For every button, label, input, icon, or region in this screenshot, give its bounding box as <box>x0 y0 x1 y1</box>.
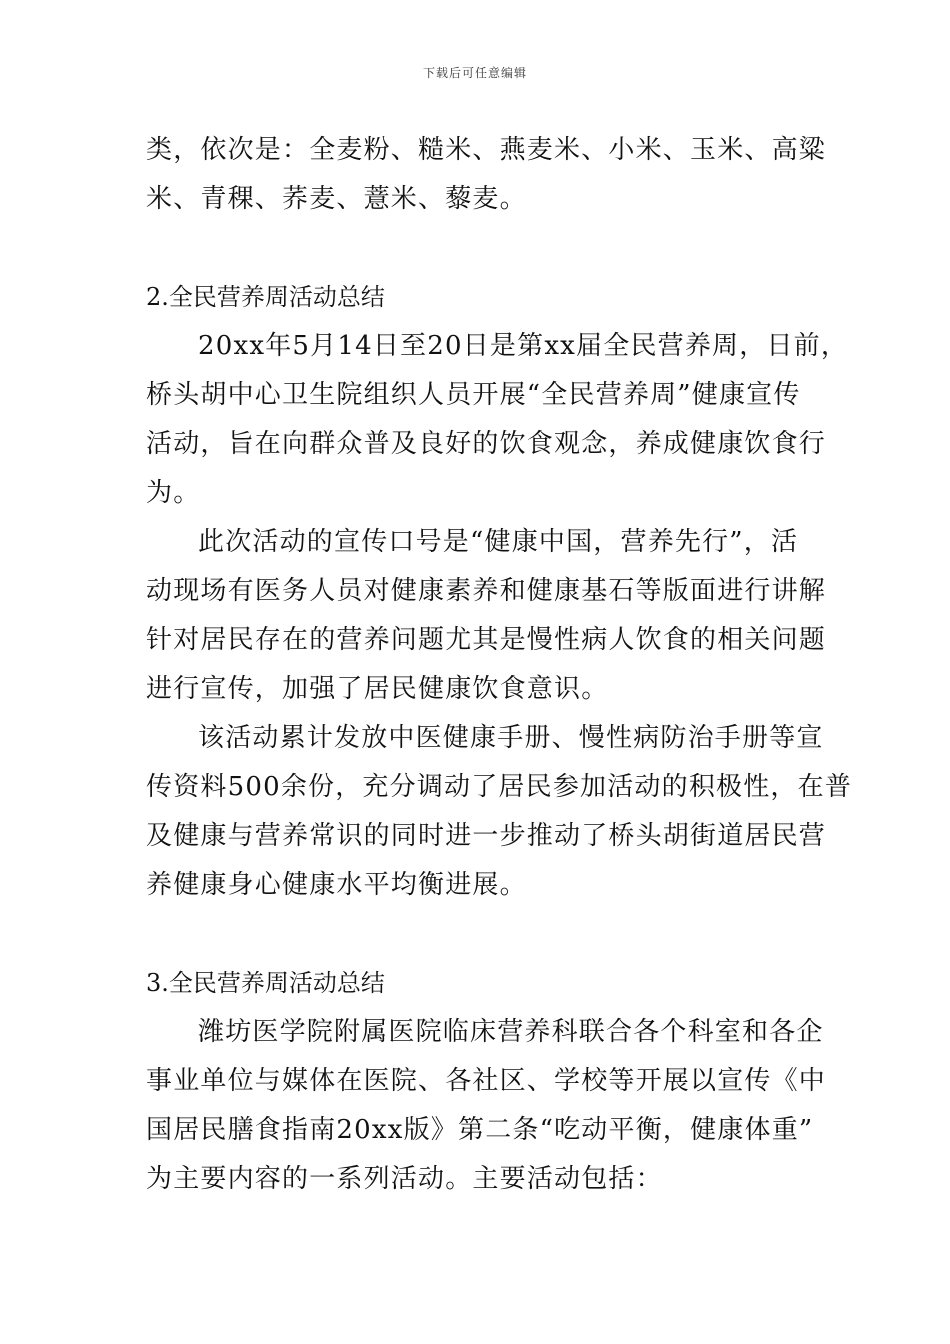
text-line: 20xx年5月14日至20日是第xx届全民营养周，日前， <box>198 331 849 361</box>
paragraph-gap <box>146 224 811 273</box>
text-line: 及健康与营养常识的同时进一步推动了桥头胡街道居民营 <box>146 821 827 851</box>
paragraph-gap <box>146 910 811 959</box>
text-line: 进行宣传，加强了居民健康饮食意识。 <box>146 674 609 704</box>
document-body <box>146 126 853 1204</box>
text-line: 为主要内容的一系列活动。主要活动包括： <box>146 1164 663 1194</box>
text-line: 针对居民存在的营养问题尤其是慢性病人饮食的相关问题 <box>146 625 827 655</box>
text-line: 此次活动的宣传口号是“健康中国，营养先行”，活 <box>198 527 799 557</box>
text-line: 动现场有医务人员对健康素养和健康基石等版面进行讲解 <box>146 576 827 606</box>
text-line: 事业单位与媒体在医院、各社区、学校等开展以宣传《中 <box>146 1066 827 1096</box>
text-line: 潍坊医学院附属医院临床营养科联合各个科室和各企 <box>198 1017 824 1047</box>
text-line: 为。 <box>146 478 201 508</box>
text-line: 传资料500余份，充分调动了居民参加活动的积极性，在普 <box>146 772 853 802</box>
text-line: 养健康身心健康水平均衡进展。 <box>146 870 527 900</box>
text-line: 活动，旨在向群众普及良好的饮食观念，养成健康饮食行 <box>146 429 827 459</box>
text-line: 该活动累计发放中医健康手册、慢性病防治手册等宣 <box>198 723 824 753</box>
header-note: 下载后可任意编辑 <box>422 66 527 80</box>
text-line: 类，依次是：全麦粉、糙米、燕麦米、小米、玉米、高粱 <box>146 135 827 165</box>
section-heading-2: 2.全民营养周活动总结 <box>146 283 385 311</box>
text-line: 国居民膳食指南20xx版》第二条“吃动平衡，健康体重” <box>146 1115 814 1145</box>
text-line: 桥头胡中心卫生院组织人员开展“全民营养周”健康宣传 <box>146 380 801 410</box>
section-heading-3: 3.全民营养周活动总结 <box>146 969 385 997</box>
text-line: 米、青稞、荞麦、薏米、藜麦。 <box>146 184 527 214</box>
